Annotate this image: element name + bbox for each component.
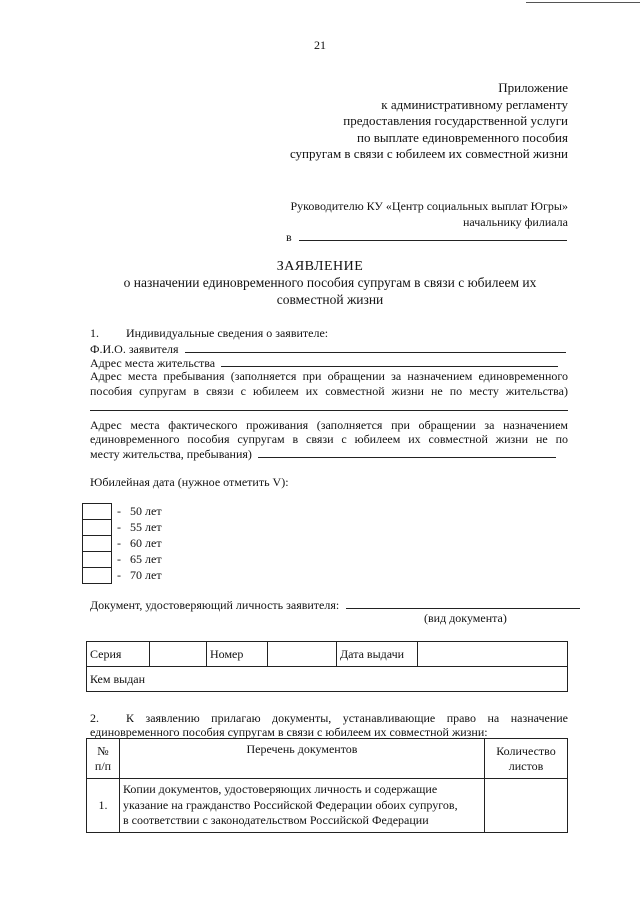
addressee-prefix: в [286, 230, 292, 244]
jubilee-option-label: 60 лет [130, 536, 162, 550]
fio-input-line[interactable] [185, 341, 566, 353]
addressee-branch-row [286, 229, 567, 245]
residence-input-line[interactable] [221, 355, 558, 367]
header-no-line1: № [97, 743, 109, 758]
row-text-cell [120, 779, 485, 833]
series-label-cell: Серия [87, 642, 150, 667]
id-document-label: Документ, удостоверяющий личность заявителя: [90, 598, 340, 612]
branch-input-line[interactable] [299, 229, 567, 241]
id-document-hint: (вид документа) [424, 611, 507, 625]
issued-by-cell[interactable] [87, 667, 568, 692]
actual-address-line: Адрес места фактического проживания (заполняется при обращении за назначением [90, 418, 568, 432]
page-number: 21 [314, 38, 326, 52]
row-text-line: Копии документов, удостоверяющих личность и содержащие [123, 782, 438, 797]
jubilee-option-label: 70 лет [130, 568, 162, 582]
residence-label: Адрес места жительства [90, 356, 216, 370]
section2-number: 2. [90, 711, 99, 725]
header-no-cell [87, 739, 120, 779]
table-header-row [87, 739, 568, 779]
appendix-line: по выплате единовременного пособия [357, 129, 568, 145]
jubilee-option: - 65 лет [117, 552, 162, 566]
fio-label: Ф.И.О. заявителя [90, 342, 179, 356]
appendix-line: супругам в связи с юбилеем их совместной жизни [289, 146, 568, 162]
section2-line1: К заявлению прилагаю документы, устанавливающие право на назначение [126, 711, 568, 725]
row-qty-cell[interactable] [485, 779, 568, 833]
actual-address-input-line[interactable] [258, 446, 556, 458]
section2-line2: единовременного пособия супругам в связи с юбилеем их совместной жизни: [90, 725, 488, 739]
jubilee-checkbox-55[interactable] [82, 519, 112, 536]
stay-address-input-line[interactable] [90, 410, 568, 411]
number-label-cell: Номер [207, 642, 268, 667]
jubilee-label: Юбилейная дата (нужное отметить V): [90, 475, 289, 489]
section1-heading: Индивидуальные сведения о заявителе: [126, 326, 329, 340]
document-subtitle: о назначении единовременного пособия супругам в связи с юбилеем их совместной жизни [123, 275, 537, 307]
series-value-cell[interactable] [150, 642, 207, 667]
header-list-cell: Перечень документов [120, 739, 485, 779]
id-document-table [86, 641, 568, 692]
jubilee-option-label: 55 лет [130, 520, 162, 534]
number-value-cell[interactable] [268, 642, 337, 667]
jubilee-checkbox-50[interactable] [82, 503, 112, 520]
row-text-line: в соответствии с законодательством Российской Федерации [123, 813, 429, 828]
attached-documents-table [86, 738, 568, 833]
jubilee-option: - 60 лет [117, 536, 162, 550]
issue-date-label-cell: Дата выдачи [337, 642, 418, 667]
header-qty-line1: Количество [496, 743, 556, 758]
jubilee-checkbox-60[interactable] [82, 535, 112, 552]
addressee-line2: начальнику филиала [462, 215, 568, 229]
actual-address-line: месту жительства, пребывания) [90, 447, 252, 461]
top-edge-line [526, 2, 640, 3]
appendix-line: предоставления государственной услуги [343, 113, 568, 129]
id-document-input-line[interactable] [346, 597, 580, 609]
appendix-line: Приложение [498, 80, 568, 95]
appendix-line: к административному регламенту [381, 96, 568, 112]
jubilee-option: - 70 лет [117, 568, 162, 582]
addressee-block [290, 198, 568, 230]
document-title: ЗАЯВЛЕНИЕ [276, 259, 364, 274]
jubilee-checkbox-65[interactable] [82, 551, 112, 568]
jubilee-option-label: 65 лет [130, 552, 162, 566]
jubilee-checkbox-70[interactable] [82, 567, 112, 584]
appendix-header [290, 80, 568, 163]
actual-address-row [90, 446, 556, 462]
row-no-cell: 1. [87, 779, 120, 833]
stay-address-line: пособия супругам в связи с юбилеем их совместной жизни не по месту жительства) [90, 384, 568, 398]
actual-address-line: единовременного пособия супругам в связи с юбилеем их совместной жизни не по [90, 432, 568, 446]
header-qty-cell [485, 739, 568, 779]
header-qty-line2: листов [508, 758, 544, 773]
stay-address-line: Адрес места пребывания (заполняется при обращении за назначением единовременного [90, 369, 568, 383]
table-row [87, 779, 568, 833]
jubilee-option: - 55 лет [117, 520, 162, 534]
section1-number: 1. [90, 326, 99, 340]
addressee-line1: Руководителю КУ «Центр социальных выплат Югры» [290, 199, 568, 213]
header-no-line2: п/п [94, 758, 112, 773]
issue-date-value-cell[interactable] [418, 642, 568, 667]
issued-by-label: Кем выдан [90, 671, 146, 686]
row-text-line: указание на гражданство Российской Федерации обоих супругов, [123, 797, 458, 812]
jubilee-option: - 50 лет [117, 504, 162, 518]
jubilee-option-label: 50 лет [130, 504, 162, 518]
